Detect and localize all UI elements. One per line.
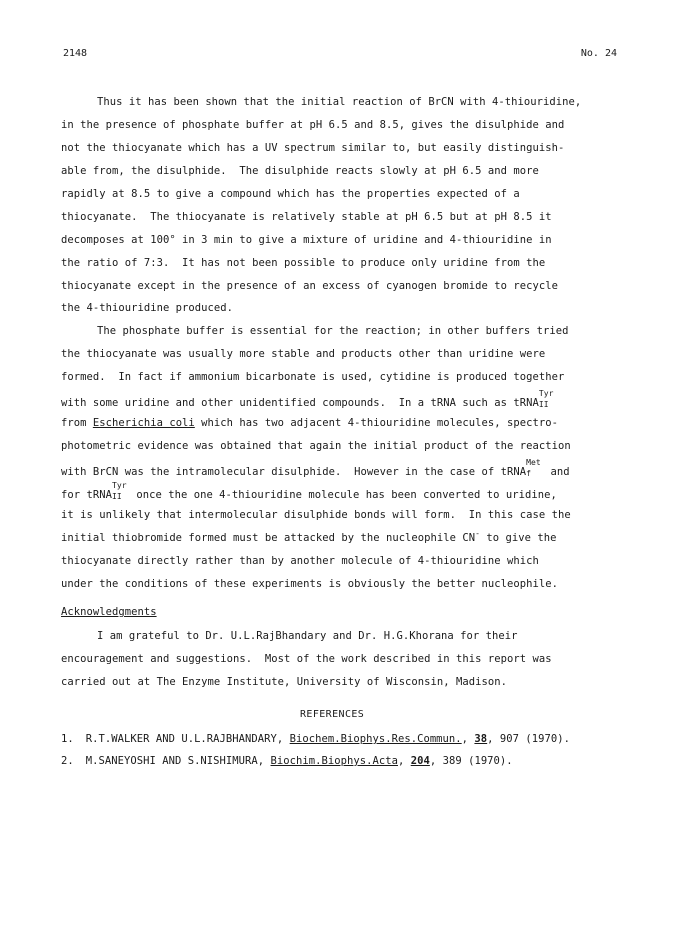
text-line: under the conditions of these experiments is obviously the better nucleophile.	[61, 578, 558, 590]
trna-met-notation	[526, 458, 544, 478]
superscript: Met	[526, 458, 541, 467]
text-line: I am grateful to Dr. U.L.RajBhandary and Dr. H.G.Khorana for their	[97, 630, 518, 642]
text-line: encouragement and suggestions. Most of the work described in this report was	[61, 653, 552, 665]
text-span: initial thiobromide formed must be attacked by the nucleophile CN	[61, 532, 476, 544]
text-line: able from, the disulphide. The disulphide reacts slowly at pH 6.5 and more	[61, 165, 539, 177]
text-span: , 907 (1970).	[487, 733, 571, 745]
reference-number: 1.	[61, 733, 74, 745]
reference-journal: Biochim.Biophys.Acta	[270, 755, 398, 767]
text-line: thiocyanate directly rather than by another molecule of 4-thiouridine which	[61, 555, 539, 567]
text-span: which has two adjacent 4-thiouridine molecules, spectro-	[194, 417, 558, 429]
subscript: II	[111, 492, 122, 501]
reference-item	[61, 755, 513, 767]
text-line: thiocyanate except in the presence of an excess of cyanogen bromide to recycle	[61, 280, 558, 292]
text-span: from	[61, 417, 93, 429]
text-line	[61, 481, 557, 501]
superscript: Tyr	[538, 389, 554, 398]
page-number: 2148	[63, 48, 88, 59]
text-span: with some uridine and other unidentified compounds. In a tRNA such as tRNA	[61, 397, 539, 409]
text-line: carried out at The Enzyme Institute, University of Wisconsin, Madison.	[61, 676, 508, 688]
subscript: f	[526, 469, 531, 478]
references-heading: REFERENCES	[300, 709, 365, 720]
trna-tyr-notation	[538, 389, 554, 409]
organism-name: Escherichia coli	[92, 417, 195, 429]
text-line	[61, 529, 557, 545]
trna-tyr-notation	[111, 481, 130, 501]
superscript: Tyr	[111, 481, 127, 490]
subscript: II	[538, 400, 549, 409]
text-line: the ratio of 7:3. It has not been possible to produce only uridine from the	[61, 257, 546, 269]
reference-authors: R.T.WALKER AND U.L.RAJBHANDARY,	[85, 733, 290, 745]
text-span: and	[544, 466, 570, 478]
text-line: the 4-thiouridine produced.	[61, 302, 234, 314]
text-line: it is unlikely that intermolecular disulphide bonds will form. In this case the	[61, 509, 571, 521]
text-span: , 389 (1970).	[429, 755, 513, 767]
text-line: The phosphate buffer is essential for the reaction; in other buffers tried	[97, 325, 569, 337]
text-line: decomposes at 100° in 3 min to give a mixture of uridine and 4-thiouridine in	[61, 234, 552, 246]
acknowledgments-heading: Acknowledgments	[61, 606, 157, 618]
text-line: thiocyanate. The thiocyanate is relatively stable at pH 6.5 but at pH 8.5 it	[61, 211, 552, 223]
text-line: photometric evidence was obtained that again the initial product of the reaction	[61, 440, 571, 452]
issue-number: No. 24	[580, 48, 617, 59]
text-line	[61, 417, 558, 429]
text-line: formed. In fact if ammonium bicarbonate is used, cytidine is produced together	[61, 371, 565, 383]
reference-item	[61, 733, 570, 745]
text-span: with BrCN was the intramolecular disulphide. However in the case of tRNA	[61, 466, 527, 478]
reference-volume: 204	[410, 755, 430, 767]
text-span: ,	[461, 733, 475, 745]
text-span: to give the	[480, 532, 557, 544]
text-line: in the presence of phosphate buffer at pH 6.5 and 8.5, gives the disulphide and	[61, 119, 565, 131]
text-line: rapidly at 8.5 to give a compound which has the properties expected of a	[61, 188, 520, 200]
text-line	[61, 458, 570, 478]
reference-journal: Biochem.Biophys.Res.Commun.	[289, 733, 462, 745]
text-line: not the thiocyanate which has a UV spectrum similar to, but easily distinguish-	[61, 142, 565, 154]
text-span: for tRNA	[61, 489, 112, 501]
superscript: -	[475, 529, 481, 538]
text-line: the thiocyanate was usually more stable and products other than uridine were	[61, 348, 546, 360]
text-span: once the one 4-thiouridine molecule has been converted to uridine,	[129, 489, 557, 501]
text-span: ,	[397, 755, 411, 767]
text-line	[61, 389, 554, 409]
reference-number: 2.	[61, 755, 74, 767]
text-line: Thus it has been shown that the initial reaction of BrCN with 4-thiouridine,	[97, 96, 582, 108]
reference-authors: M.SANEYOSHI AND S.NISHIMURA,	[85, 755, 271, 767]
reference-volume: 38	[474, 733, 488, 745]
